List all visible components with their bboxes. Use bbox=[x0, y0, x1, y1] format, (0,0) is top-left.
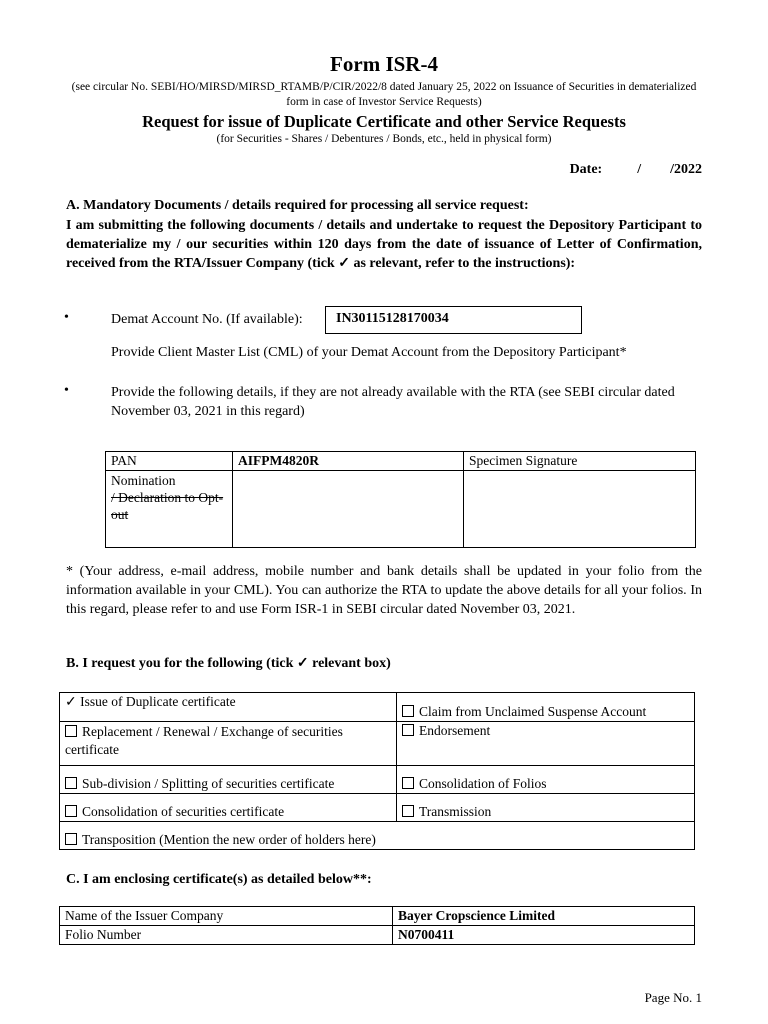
demat-account-field[interactable]: IN30115128170034 bbox=[325, 306, 582, 334]
section-a-paragraph: I am submitting the following documents / details and undertake to request the Depository Participant to dematerialize my / our securities within 120 days from the date of issuance of Letter of Confirmation, received from the RTA/Issuer Company (tick ✓ as relevant, refer to the instructions): bbox=[66, 218, 702, 271]
request-title: Request for issue of Duplicate Certificate and other Service Requests bbox=[142, 112, 626, 131]
folio-label: Folio Number bbox=[60, 926, 393, 945]
provide-details-text: Provide the following details, if they are not already available with the RTA (see SEBI circular dated November 03, 2021 in this regard) bbox=[111, 385, 675, 419]
option-transmission[interactable]: Transmission bbox=[397, 794, 695, 822]
checkbox-icon[interactable] bbox=[65, 725, 77, 737]
checkbox-icon[interactable] bbox=[402, 805, 414, 817]
request-subtitle: (for Securities - Shares / Debentures / Bonds, etc., held in physical form) bbox=[216, 133, 552, 145]
issuer-value[interactable]: Bayer Cropscience Limited bbox=[393, 907, 695, 926]
circular-reference: (see circular No. SEBI/HO/MIRSD/MIRSD_RTAMB/P/CIR/2022/8 dated January 25, 2022 on Issuance of Securities in dematerialized form in case of Investor Service Requests) bbox=[71, 81, 697, 108]
option-transposition[interactable]: Transposition (Mention the new order of holders here) bbox=[60, 822, 695, 850]
section-b-heading: B. I request you for the following (tick ✓ relevant box) bbox=[66, 656, 391, 671]
date-year: /2022 bbox=[670, 162, 702, 177]
cml-text: Provide Client Master List (CML) of your Demat Account from the Depository Participant* bbox=[111, 345, 627, 360]
checkbox-icon[interactable] bbox=[402, 724, 414, 736]
date-label: Date: bbox=[569, 162, 603, 177]
form-title: Form ISR-4 bbox=[330, 52, 438, 76]
option-duplicate[interactable]: ✓ Issue of Duplicate certificate bbox=[60, 693, 397, 722]
declaration-label: / Declaration to Opt-out bbox=[111, 490, 224, 522]
address-note: * (Your address, e-mail address, mobile number and bank details shall be updated in your folio from the information available in your CML). You can authorize the RTA to update the above details for all your folios. In this regard, please refer to and use Form ISR-1 in SEBI circular dated November 03, 2021. bbox=[66, 564, 702, 617]
demat-label: Demat Account No. (If available): bbox=[111, 312, 303, 327]
tick-icon: ✓ bbox=[296, 656, 309, 671]
option-endorsement[interactable]: Endorsement bbox=[397, 722, 695, 766]
checkbox-icon[interactable] bbox=[402, 705, 414, 717]
checkbox-icon[interactable] bbox=[65, 805, 77, 817]
section-a-heading: A. Mandatory Documents / details required for processing all service request: bbox=[66, 198, 529, 213]
pan-value[interactable]: AIFPM4820R bbox=[233, 452, 464, 471]
date-line bbox=[570, 162, 702, 178]
bullet-icon: • bbox=[64, 310, 69, 325]
details-table bbox=[105, 451, 696, 548]
checked-icon[interactable]: ✓ bbox=[65, 695, 77, 710]
option-subdivision[interactable]: Sub-division / Splitting of securities certificate bbox=[60, 766, 397, 794]
tick-icon: ✓ bbox=[338, 256, 350, 271]
certificate-table bbox=[59, 906, 695, 945]
option-claim[interactable]: Claim from Unclaimed Suspense Account bbox=[397, 693, 695, 722]
option-replacement[interactable]: Replacement / Renewal / Exchange of securities certificate bbox=[60, 722, 397, 766]
issuer-label: Name of the Issuer Company bbox=[60, 907, 393, 926]
checkbox-icon[interactable] bbox=[65, 833, 77, 845]
nomination-cell bbox=[106, 471, 233, 548]
specimen-signature-label: Specimen Signature bbox=[464, 452, 696, 471]
service-request-table bbox=[59, 692, 695, 850]
checkbox-icon[interactable] bbox=[402, 777, 414, 789]
pan-label: PAN bbox=[106, 452, 233, 471]
specimen-signature-box[interactable] bbox=[464, 471, 696, 548]
nomination-value[interactable] bbox=[233, 471, 464, 548]
bullet-icon: • bbox=[64, 383, 69, 398]
page-number: Page No. 1 bbox=[644, 990, 702, 1005]
nomination-label: Nomination bbox=[111, 473, 176, 488]
date-separator: / bbox=[637, 162, 642, 177]
section-c-heading: C. I am enclosing certificate(s) as detailed below**: bbox=[66, 872, 372, 887]
folio-value[interactable]: N0700411 bbox=[393, 926, 695, 945]
checkbox-icon[interactable] bbox=[65, 777, 77, 789]
option-consolidation-folios[interactable]: Consolidation of Folios bbox=[397, 766, 695, 794]
option-consolidation-cert[interactable]: Consolidation of securities certificate bbox=[60, 794, 397, 822]
